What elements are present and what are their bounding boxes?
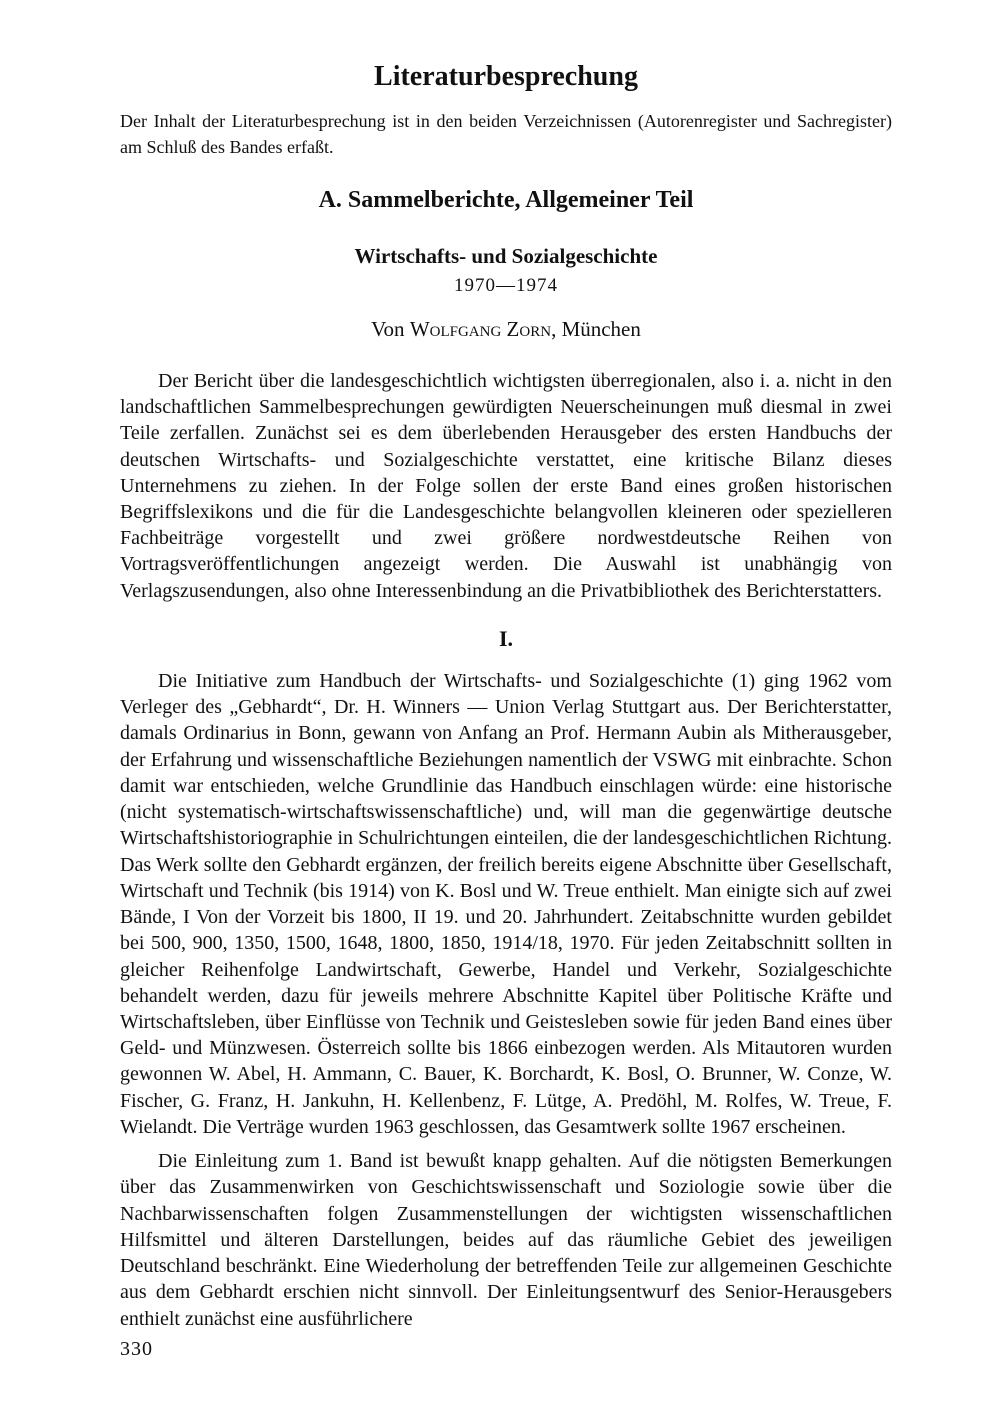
part-marker: I.: [498, 625, 514, 651]
years-range: 1970—1974: [454, 274, 558, 296]
page-content: [120, 60, 892, 1332]
subsection-title: Wirtschafts- und Sozialgeschichte: [354, 243, 658, 268]
page-heading: Literaturbesprechung: [374, 61, 638, 92]
paragraph-einleitung: Die Einleitung zum 1. Band ist bewußt knapp gehalten. Auf die nötigsten Bemerkungen über das Zusammenwirken von Geschichtswissenschaft und Soziologie sowie über die Nachbarwissenschaften folgen Zusammenstellungen der wichtigsten wissenschaftlichen Hilfsmittel und älteren Darstellungen, beides auf das räumliche Gebiet des jeweiligen Deutschland beschränkt. Eine Wiederholung der betreffenden Teile zur allgemeinen Geschichte aus dem Gebhardt erschien nicht sinnvoll. Der Einleitungsentwurf des Senior-Herausgebers enthielt zunächst eine ausführlichere: [120, 1150, 892, 1330]
page-number: 330: [120, 1338, 153, 1360]
section-title: A. Sammelberichte, Allgemeiner Teil: [318, 186, 694, 213]
byline-place: , München: [551, 316, 641, 341]
paragraph-initiative: Die Initiative zum Handbuch der Wirtschafts- und Sozialgeschichte (1) ging 1962 vom Verleger des „Gebhardt“, Dr. H. Winners — Union Verlag Stuttgart aus. Der Berichterstatter, damals Ordinarius in Bonn, gewann von Anfang an Prof. Hermann Aubin als Mitherausgeber, der Erfahrung und wissenschaftliche Beziehungen namentlich der VSWG mit einbrachte. Schon damit war entschieden, welche Grundlinie das Handbuch einschlagen würde: eine historische (nicht systematisch-wirtschaftswissenschaftliche) und, will man die gegenwärtige deutsche Wirtschaftshistoriographie in Schulrichtungen einteilen, die der landesgeschichtlichen Richtung. Das Werk sollte den Gebhardt ergänzen, der freilich bereits eigene Abschnitte über Gesellschaft, Wirtschaft und Technik (bis 1914) von K. Bosl und W. Treue enthielt. Man einigte sich auf zwei Bände, I Von der Vorzeit bis 1800, II 19. und 20. Jahrhundert. Zeitabschnitte wurden gebildet bei 500, 900, 1350, 1500, 1648, 1800, 1850, 1914/18, 1970. Für jeden Zeitabschnitt sollten in gleicher Reihenfolge Landwirtschaft, Gewerbe, Handel und Verkehr, Sozialgeschichte behandelt werden, dazu für jeweils mehrere Abschnitte Kapitel über Politische Kräfte und Wirtschaftsleben, über Einflüsse von Technik und Geistesleben sowie für jeden Band eines über Geld- und Münzwesen. Österreich sollte bis 1866 einbezogen werden. Als Mitautoren wurden gewonnen W. Abel, H. Ammann, C. Bauer, K. Borchardt, K. Bosl, O. Brunner, W. Conze, W. Fischer, G. Franz, H. Jankuhn, H. Kellenbenz, F. Lütge, A. Predöhl, M. Rolfes, W. Treue, F. Wielandt. Die Verträge wurden 1963 geschlossen, das Gesamtwerk sollte 1967 erscheinen.: [120, 669, 892, 1138]
byline: [120, 317, 892, 342]
byline-author: Wolfgang Zorn: [409, 316, 552, 341]
paragraph-intro: Der Bericht über die landesgeschichtlich wichtigsten überregionalen, also i. a. nicht in den landschaftlichen Sammelbesprechungen gewürdigten Neuerscheinungen muß diesmal in zwei Teile zerfallen. Zunächst sei es dem überlebenden Herausgeber des ersten Handbuchs der deutschen Wirtschafts- und Sozialgeschichte verstattet, eine kritische Bilanz dieses Unternehmens zu ziehen. In der Folge sollen der erste Band eines großen historischen Begriffslexikons und die für die Landesgeschichte belangvollen kleineren oder spezielleren Fachbeiträge vorgestellt und zwei größere nordwestdeutsche Reihen von Vortragsveröffentlichungen angezeigt werden. Die Auswahl ist unabhängig von Verlagszusendungen, also ohne Interessenbindung an die Privatbibliothek des Berichterstatters.: [120, 369, 892, 602]
intro-note: Der Inhalt der Literaturbesprechung ist in den beiden Verzeichnissen (Autorenregister und Sachregister) am Schluß des Bandes erfaßt.: [120, 110, 892, 157]
byline-prefix: Von: [371, 316, 405, 341]
